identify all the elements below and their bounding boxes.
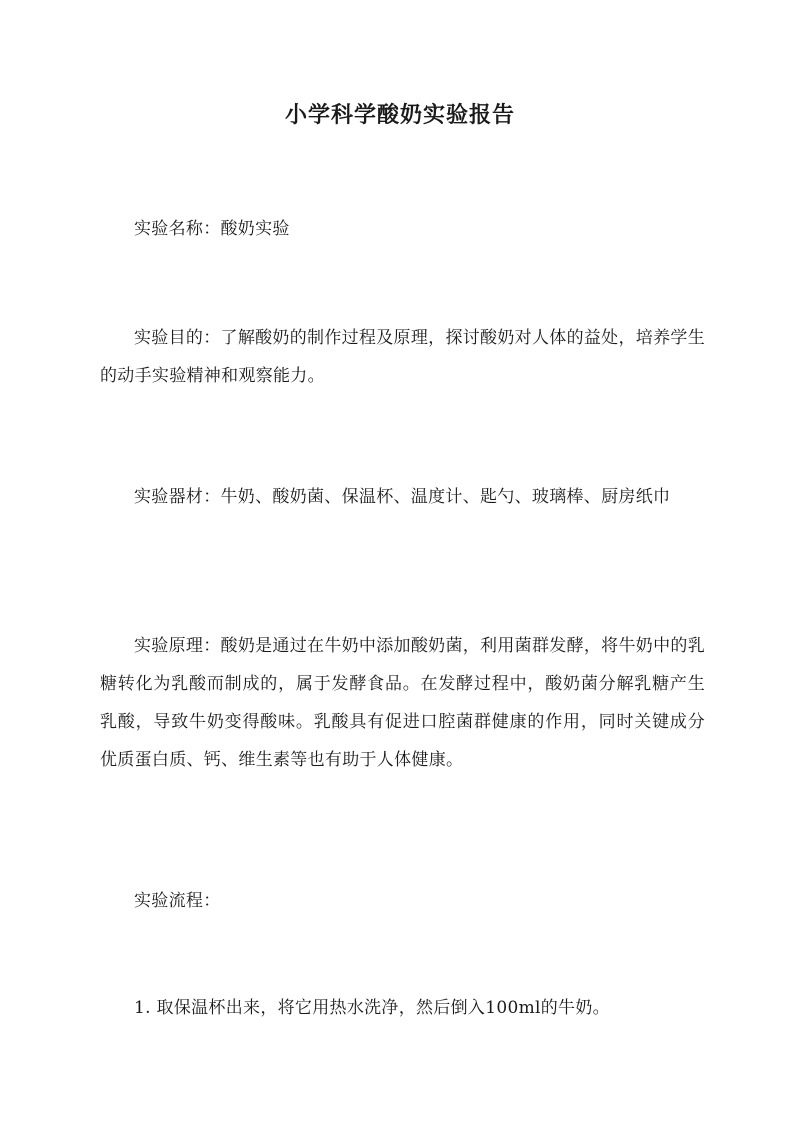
experiment-purpose-paragraph: 实验目的：了解酸奶的制作过程及原理，探讨酸奶对人体的益处，培养学生的动手实验精神和观察能力。 [100,328,705,386]
experiment-equipment-paragraph: 实验器材：牛奶、酸奶菌、保温杯、温度计、匙勺、玻璃棒、厨房纸巾 [134,487,671,507]
page-title: 小学科学酸奶实验报告 [284,102,515,128]
procedure-step-1: 1. 取保温杯出来，将它用热水洗净，然后倒入100ml的牛奶。 [134,998,610,1018]
experiment-name-paragraph: 实验名称：酸奶实验 [134,219,290,239]
experiment-principle-paragraph: 实验原理：酸奶是通过在牛奶中添加酸奶菌，利用菌群发酵，将牛奶中的乳糖转化为乳酸而制成的，属于发酵食品。在发酵过程中，酸奶菌分解乳糖产生乳酸，导致牛奶变得酸味。乳酸具有促进口腔菌群健康的作用，同时关键成分优质蛋白质、钙、维生素等也有助于人体健康。 [100,636,705,770]
experiment-procedure-heading: 实验流程： [134,891,221,911]
